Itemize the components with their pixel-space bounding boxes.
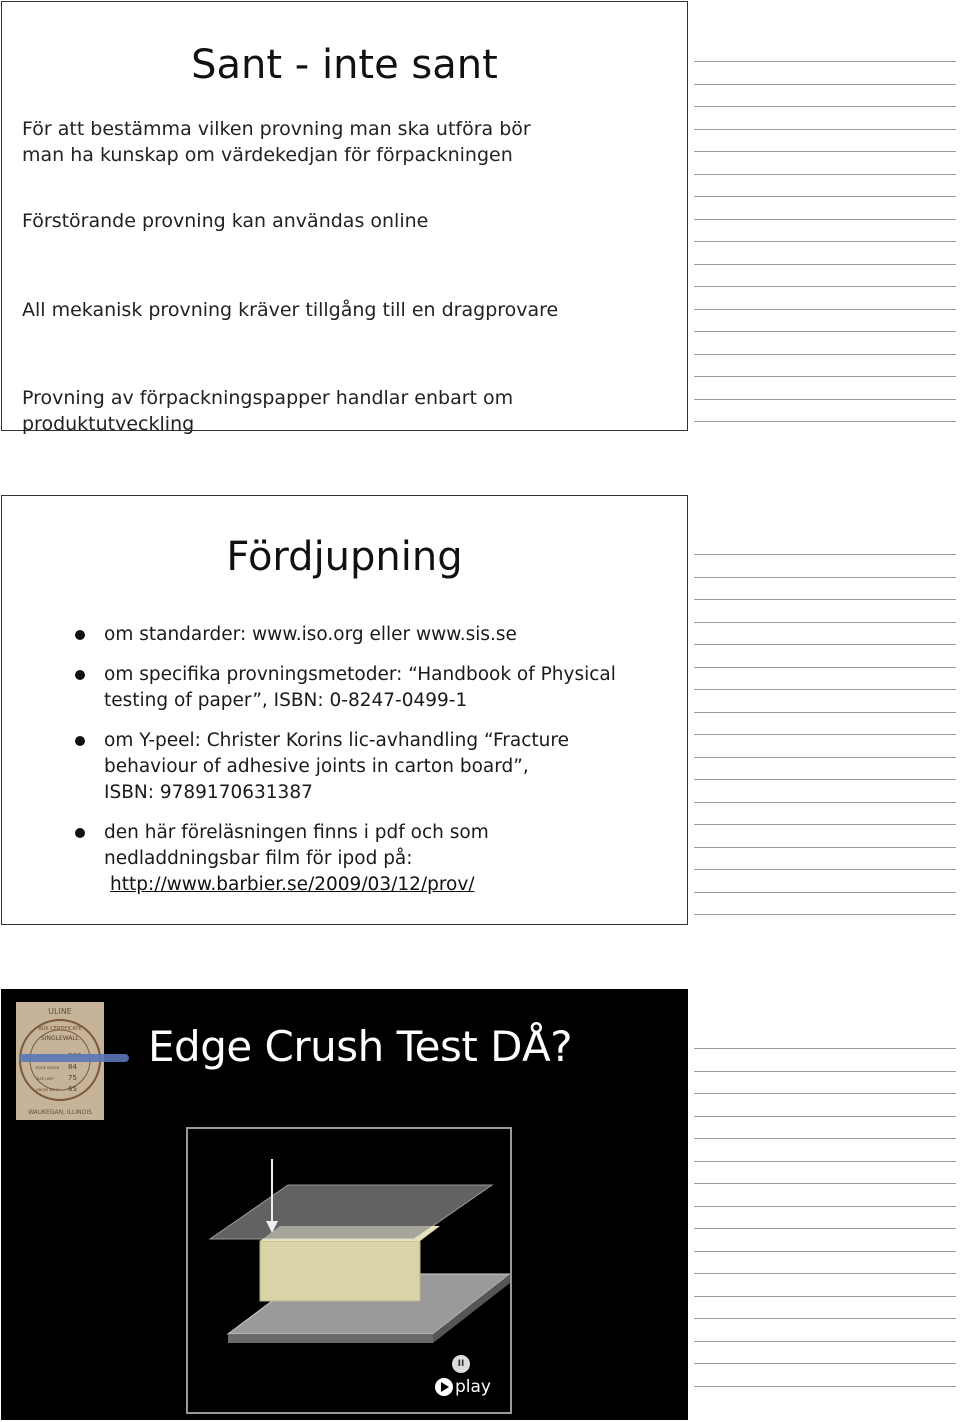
stamp-highlight-bar	[19, 1054, 129, 1062]
slide-fordjupning	[1, 495, 688, 925]
note-line	[694, 1273, 956, 1274]
note-line	[694, 1251, 956, 1252]
note-line	[694, 1071, 956, 1072]
stamp-row-value: 65	[68, 1085, 77, 1093]
note-line	[694, 779, 956, 780]
note-line	[694, 129, 956, 130]
pause-icon: II	[457, 1359, 465, 1369]
statement-line: För att bestämma vilken provning man ska utföra bör	[22, 118, 531, 140]
bullet-line: behaviour of adhesive joints in carton board”,	[104, 756, 529, 777]
note-line	[694, 577, 956, 578]
stamp-row-value: 84	[68, 1063, 77, 1071]
statement-line: All mekanisk provning kräver tillgång till en dragprovare	[22, 299, 559, 321]
note-line	[694, 892, 956, 893]
note-line	[694, 712, 956, 713]
note-line	[694, 644, 956, 645]
edge-crush-animation[interactable]	[186, 1127, 512, 1414]
note-line	[694, 1048, 956, 1049]
bullet-line: nedladdningsbar film för ipod på:	[104, 848, 413, 869]
play-label: play	[455, 1377, 491, 1397]
note-line	[694, 914, 956, 915]
note-line	[694, 219, 956, 220]
note-line	[694, 1296, 956, 1297]
statement-line: Förstörande provning kan användas online	[22, 210, 429, 232]
stamp-ring-text: BOX CERTIFICATE	[38, 1026, 82, 1032]
stamp-bottom-text: WAUKEGAN, ILLINOIS	[28, 1109, 92, 1116]
bullet-item	[72, 662, 642, 714]
note-line	[694, 689, 956, 690]
bullet-line: om standarder: www.iso.org eller www.sis.se	[104, 624, 517, 645]
note-line	[694, 331, 956, 332]
pause-button[interactable]	[452, 1355, 470, 1373]
bullet-list	[72, 622, 642, 912]
note-line	[694, 1318, 956, 1319]
bullet-line: testing of paper”, ISBN: 0-8247-0499-1	[104, 690, 468, 711]
note-line	[694, 1386, 956, 1387]
slide-title: Sant - inte sant	[191, 42, 498, 88]
note-line	[694, 61, 956, 62]
note-line	[694, 286, 956, 287]
note-line	[694, 1363, 956, 1364]
box-certificate-stamp-image	[16, 1002, 104, 1120]
note-line	[694, 106, 956, 107]
download-link[interactable]: http://www.barbier.se/2009/03/12/prov/	[110, 874, 475, 895]
note-line	[694, 667, 956, 668]
bullet-item	[72, 820, 642, 898]
slide-title: Edge Crush Test DÅ?	[148, 1022, 573, 1071]
note-line	[694, 869, 956, 870]
note-line	[694, 84, 956, 85]
note-line	[694, 599, 956, 600]
bottom-plate-edge	[228, 1334, 433, 1343]
note-line	[694, 824, 956, 825]
note-line	[694, 554, 956, 555]
note-line	[694, 1161, 956, 1162]
note-line	[694, 1341, 956, 1342]
statement-line: Provning av förpackningspapper handlar enbart om produktutveckling	[22, 387, 514, 435]
stamp-row-label: EDGE CRUSH	[36, 1066, 60, 1070]
stamp-top-text: ULINE	[48, 1007, 72, 1016]
sample-block-front	[260, 1241, 420, 1301]
play-button[interactable]	[435, 1376, 491, 1398]
bullet-line: ISBN: 9789170631387	[104, 782, 313, 803]
slide-title: Fördjupning	[226, 534, 463, 580]
statement-line: man ha kunskap om värdekedjan för förpackningen	[22, 144, 513, 166]
slide-edge-crush-test	[1, 989, 688, 1420]
note-line	[694, 264, 956, 265]
note-line	[694, 1116, 956, 1117]
slide-sant-inte-sant	[1, 1, 688, 435]
note-line	[694, 802, 956, 803]
stamp-row-label: GROSS WT LT	[36, 1088, 60, 1092]
note-line	[694, 174, 956, 175]
note-line	[694, 241, 956, 242]
note-line	[694, 622, 956, 623]
note-line	[694, 1206, 956, 1207]
bullet-item	[72, 728, 642, 806]
note-line	[694, 354, 956, 355]
stamp-type: SINGLEWALL	[40, 1035, 80, 1042]
bullet-item	[72, 622, 642, 648]
note-line	[694, 1183, 956, 1184]
note-line	[694, 1093, 956, 1094]
note-line	[694, 399, 956, 400]
note-line	[694, 734, 956, 735]
note-line	[694, 1138, 956, 1139]
note-line	[694, 309, 956, 310]
note-line	[694, 376, 956, 377]
note-line	[694, 421, 956, 422]
top-plate	[210, 1185, 492, 1239]
bullet-line: den här föreläsningen finns i pdf och som	[104, 822, 489, 843]
note-line	[694, 196, 956, 197]
bullet-line: om specifika provningsmetoder: “Handbook of Physical	[104, 664, 616, 685]
bullet-line: om Y-peel: Christer Korins lic-avhandling “Fracture	[104, 730, 569, 751]
stamp-row-value: 75	[68, 1074, 77, 1082]
play-icon	[435, 1378, 453, 1396]
note-line	[694, 1228, 956, 1229]
stamp-row-label: SIZE LIMIT	[36, 1077, 55, 1081]
note-line	[694, 847, 956, 848]
note-line	[694, 151, 956, 152]
note-line	[694, 757, 956, 758]
